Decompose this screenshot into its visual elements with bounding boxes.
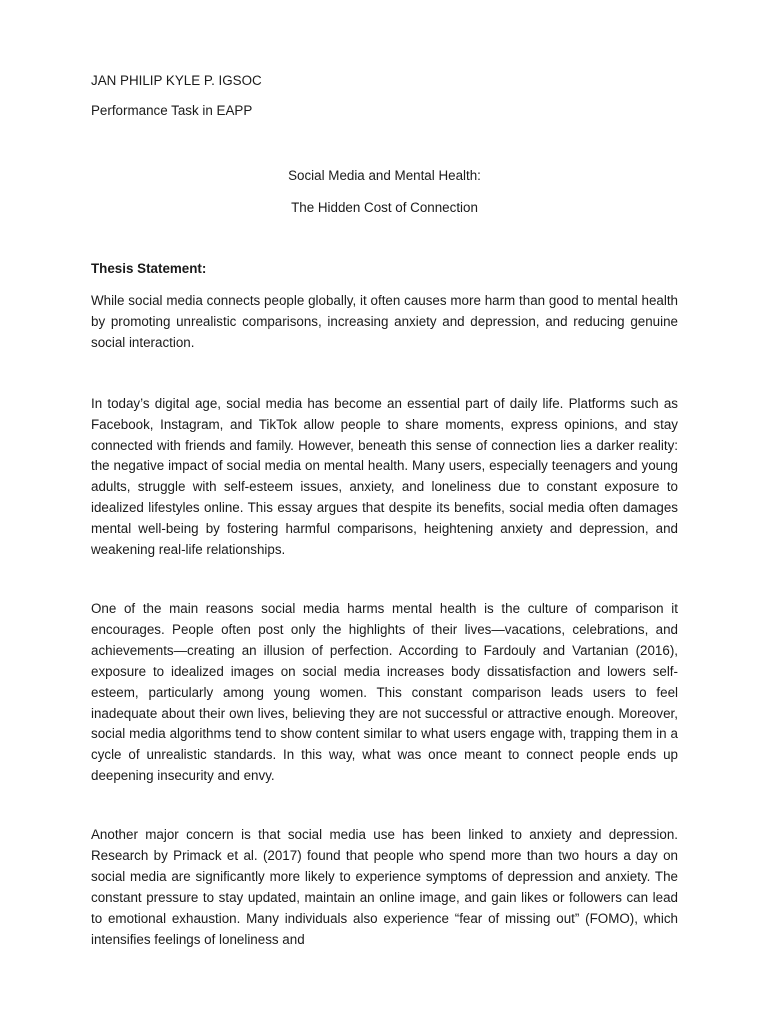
paragraph-introduction: In today’s digital age, social media has become an essential part of daily life. Platforms such as Facebook, Instagram, and TikTok allow people to share moments, express opinions, and stay connected with friends and family. However, beneath this sense of connection lies a darker reality: the negative impact of social media on mental health. Many users, especially teenagers and young adults, struggle with self-esteem issues, anxiety, and loneliness due to constant exposure to idealized lifestyles online. This essay argues that despite its benefits, social media often damages mental well-being by fostering harmful comparisons, heightening anxiety and depression, and weakening real-life relationships. [91, 395, 678, 558]
title-line-2: The Hidden Cost of Connection [291, 200, 478, 215]
document-body [91, 71, 678, 951]
paragraph-comparison: One of the main reasons social media harms mental health is the culture of comparison it encourages. People often post only the highlights of their lives—vacations, celebrations, and achievements—creating an illusion of perfection. According to Fardouly and Vartanian (2016), exposure to idealized images on social media increases body dissatisfaction and lowers self-esteem, particularly among young women. This constant comparison leads users to feel inadequate about their own lives, believing they are not successful or attractive enough. Moreover, social media algorithms tend to show content similar to what users engage with, trapping them in a cycle of unrealistic standards. In this way, what was once meant to connect people ends up deepening insecurity and envy. [91, 600, 678, 784]
title-line-1: Social Media and Mental Health: [288, 168, 481, 183]
thesis-text: While social media connects people globally, it often causes more harm than good to mental health by promoting unrealistic comparisons, increasing anxiety and depression, and reducing genuine social interaction. [91, 293, 678, 350]
thesis-heading: Thesis Statement: [91, 261, 207, 276]
author-name: JAN PHILIP KYLE P. IGSOC [91, 73, 262, 88]
paragraph-anxiety: Another major concern is that social media use has been linked to anxiety and depression. Research by Primack et al. (2017) found that people who spend more than two hours a day on social media are significantly more likely to experience symptoms of depression and anxiety. The constant pressure to stay updated, maintain an online image, and gain likes or followers can lead to emotional exhaustion. Many individuals also experience “fear of missing out” (FOMO), which intensifies feelings of loneliness and [91, 827, 678, 947]
course-name: Performance Task in EAPP [91, 103, 253, 118]
essay-title [91, 166, 678, 218]
